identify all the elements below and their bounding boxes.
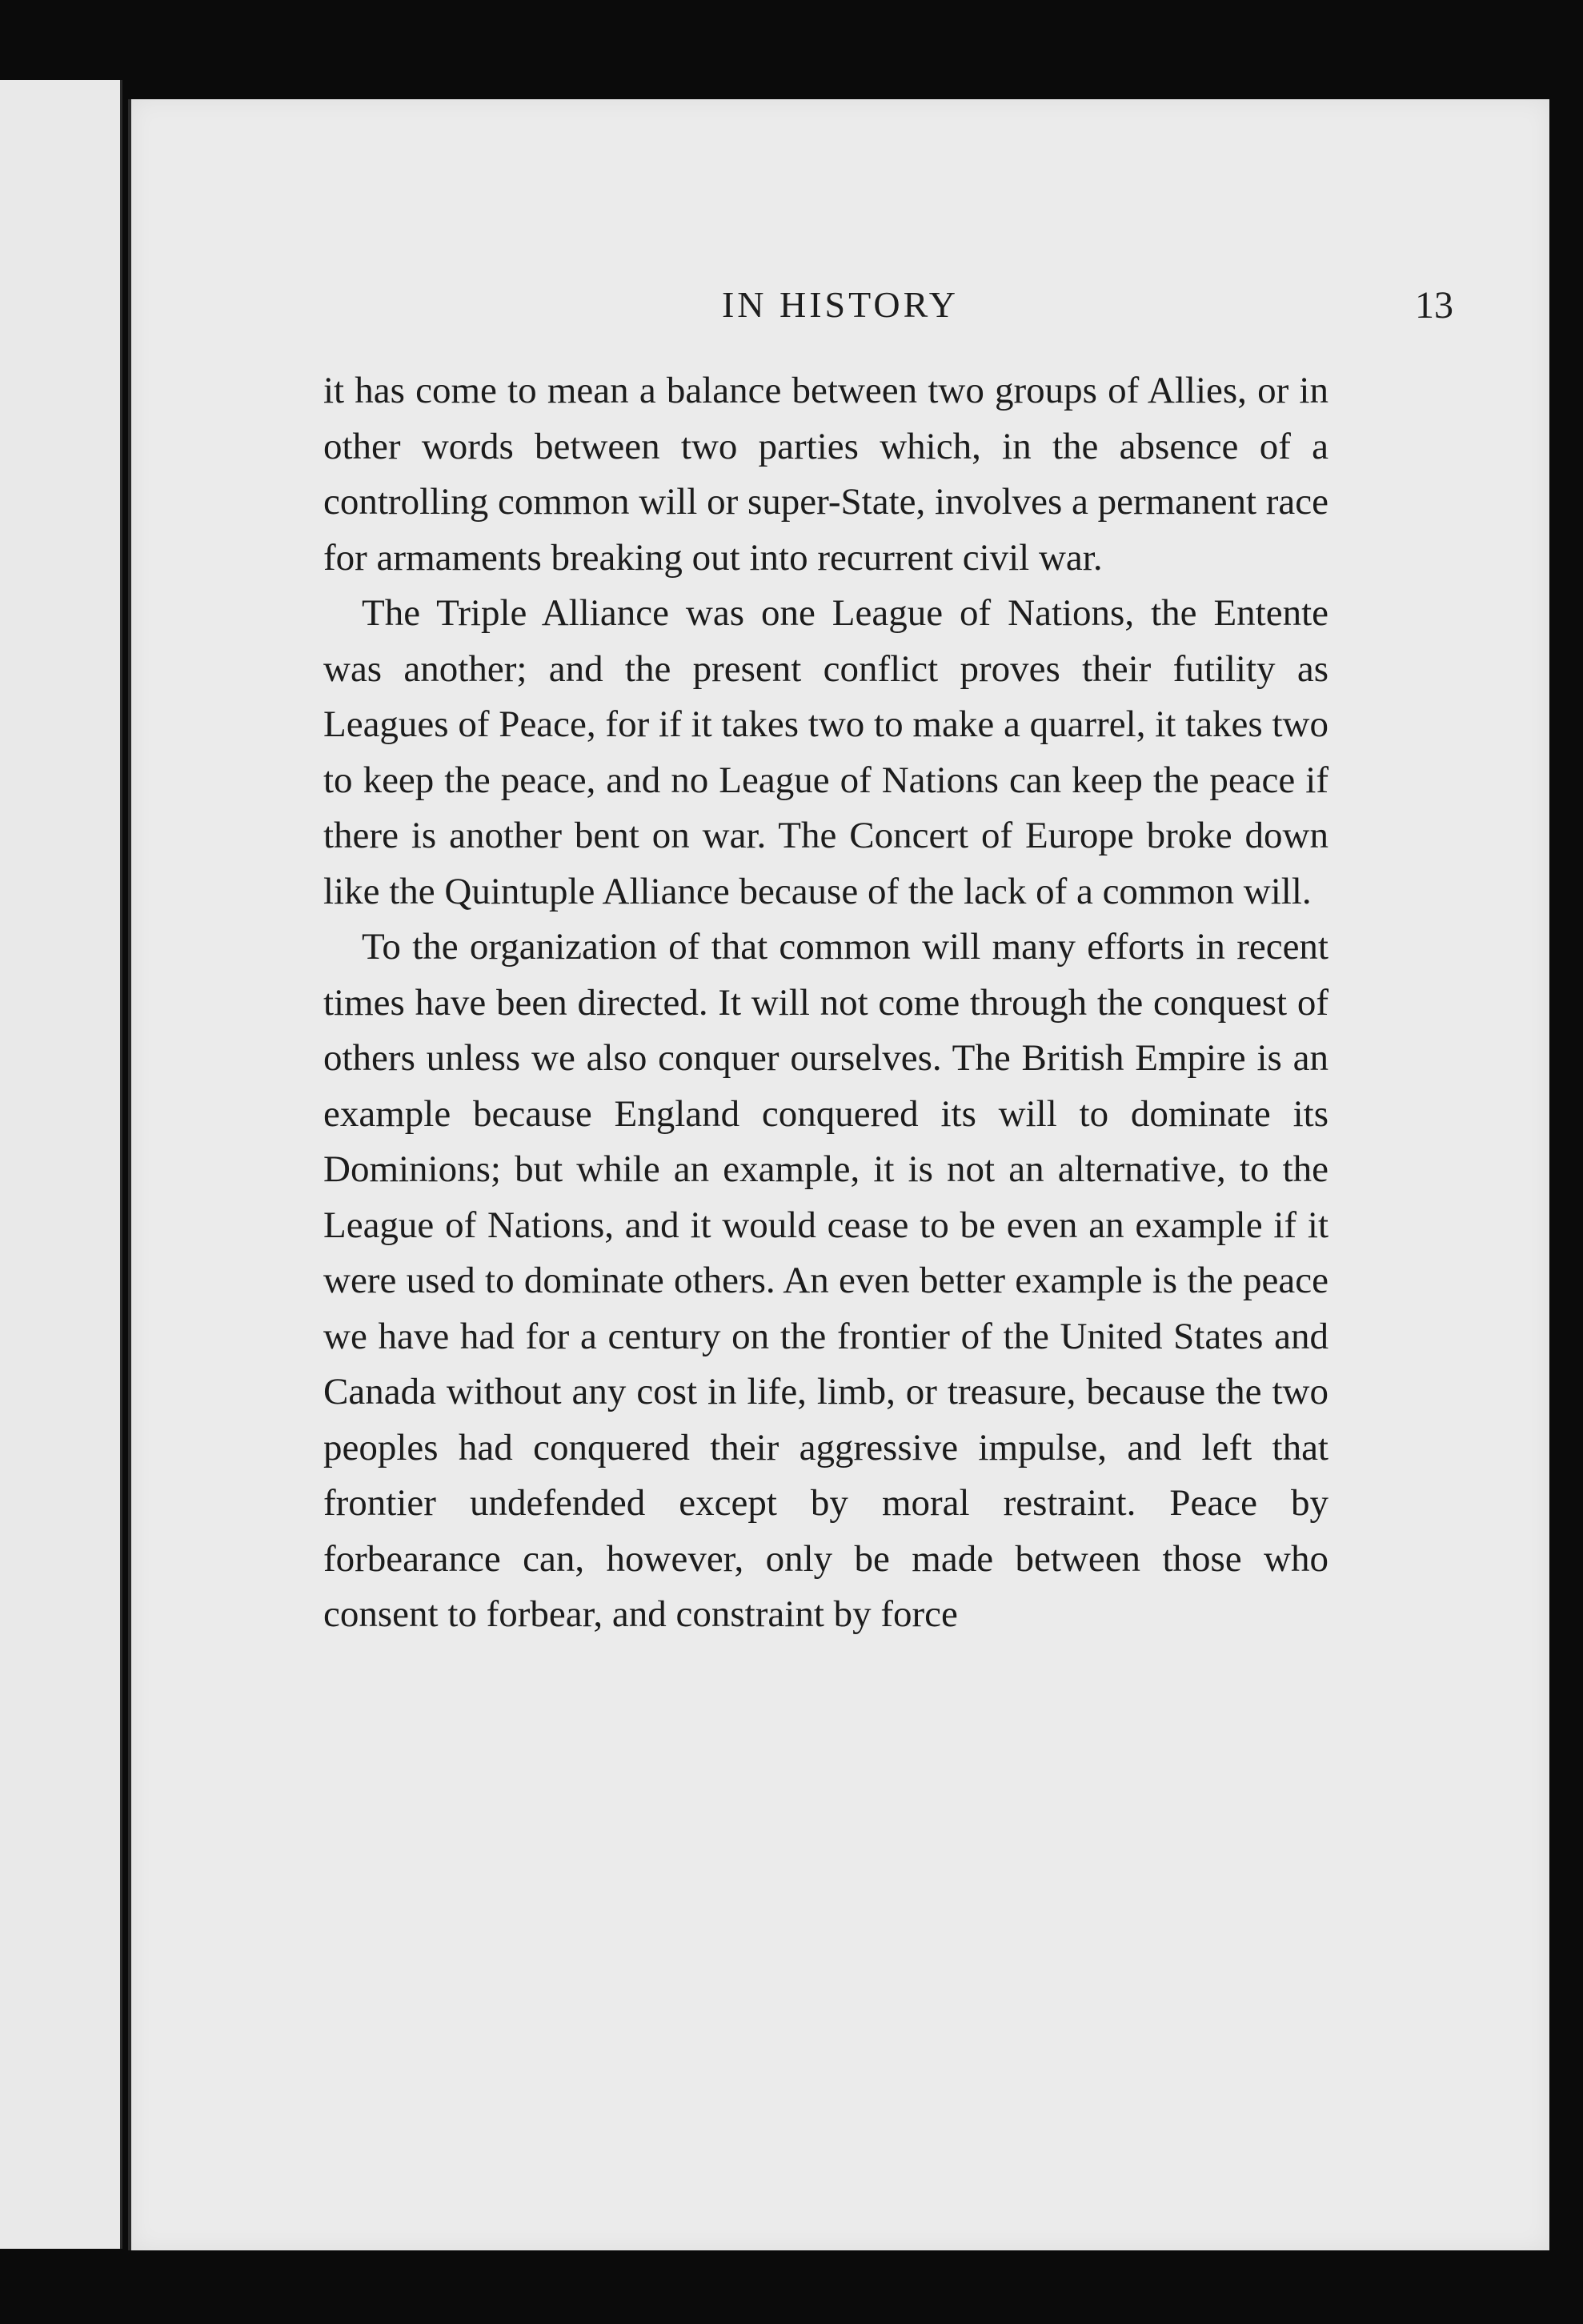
- running-head: IN HISTORY: [721, 284, 959, 325]
- body-text: [323, 363, 1329, 1643]
- facing-page-edge: [0, 80, 122, 2249]
- book-page: [128, 99, 1549, 2250]
- paragraph-continued: it has come to mean a balance between two groups of Allies, or in other words between two parties which, in the absence of a controlling common will or super-State, involves a permanent race for armaments breaking out into recurrent civil war.: [323, 370, 1329, 579]
- page-header: [131, 275, 1549, 347]
- paragraph-common-will: To the organization of that common will many efforts in recent times have been directed. It will not come through the conquest of others unless we also conquer ourselves. The British Empire is an example because England conquered its will to dominate its Dominions; but while an example, it is not an alternative, to the League of Nations, and it would cease to be even an example if it were used to dominate others. An even better example is the peace we have had for a century on the frontier of the United States and Canada without any cost in life, limb, or treasure, because the two peoples had conquered their aggressive impulse, and left that frontier undefended except by moral restraint. Peace by forbearance can, however, only be made between those who consent to forbear, and constraint by force: [323, 926, 1329, 1635]
- page-number: 13: [1415, 284, 1453, 327]
- paragraph-triple-alliance: The Triple Alliance was one League of Nations, the Entente was another; and the present conflict proves their futility as Leagues of Peace, for if it takes two to make a quarrel, it takes two to keep the peace, and no League of Nations can keep the peace if there is another bent on war. The Concert of Europe broke down like the Quintuple Alliance because of the lack of a common will.: [323, 592, 1329, 912]
